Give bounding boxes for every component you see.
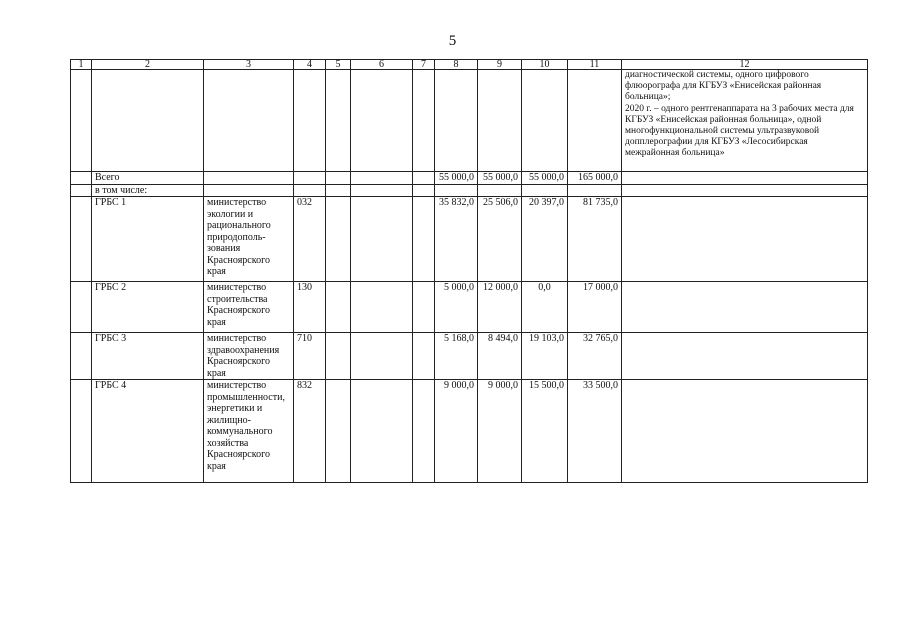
- total-cell: 55 000,0: [522, 172, 568, 185]
- continuation-row: [71, 70, 868, 172]
- amount-cell: 8 494,0: [478, 333, 522, 380]
- column-header: 1: [71, 60, 92, 70]
- budget-code: 032: [294, 197, 326, 282]
- total-label: Всего: [92, 172, 204, 185]
- budget-code: 710: [294, 333, 326, 380]
- ministry-name: министерство здравоохранения Красноярского края: [204, 333, 294, 380]
- grbs-code: ГРБС 2: [92, 282, 204, 333]
- grbs-code: ГРБС 1: [92, 197, 204, 282]
- including-label: в том числе:: [92, 184, 204, 197]
- column-header: 5: [326, 60, 351, 70]
- column-header: 3: [204, 60, 294, 70]
- column-header: 11: [568, 60, 622, 70]
- column-header: 2: [92, 60, 204, 70]
- budget-code: 832: [294, 380, 326, 483]
- amount-cell: 35 832,0: [435, 197, 478, 282]
- column-number-row: [71, 60, 868, 70]
- total-cell: 55 000,0: [478, 172, 522, 185]
- column-header: 7: [413, 60, 435, 70]
- amount-cell: 17 000,0: [568, 282, 622, 333]
- amount-cell: 9 000,0: [435, 380, 478, 483]
- amount-cell: 25 506,0: [478, 197, 522, 282]
- amount-cell: 19 103,0: [522, 333, 568, 380]
- column-header: 6: [351, 60, 413, 70]
- budget-code: 130: [294, 282, 326, 333]
- amount-cell: 20 397,0: [522, 197, 568, 282]
- column-header: 10: [522, 60, 568, 70]
- ministry-name: министерство строительства Красноярского края: [204, 282, 294, 333]
- amount-cell: 81 735,0: [568, 197, 622, 282]
- program-funding-table: [70, 59, 868, 483]
- ministry-name: министерство промышленности, энергетики и жилищно-коммунального хозяйства Красноярского края: [204, 380, 294, 483]
- column-header: 9: [478, 60, 522, 70]
- total-cell: 55 000,0: [435, 172, 478, 185]
- table-row: [71, 282, 868, 333]
- column-header: 8: [435, 60, 478, 70]
- amount-cell: 0,0: [522, 282, 568, 333]
- amount-cell: 5 000,0: [435, 282, 478, 333]
- total-row: [71, 172, 868, 185]
- page-number: 5: [448, 33, 457, 49]
- grbs-code: ГРБС 3: [92, 333, 204, 380]
- activity-description-cell: диагностической системы, одного цифрового флюорографа для КГБУЗ «Енисейская районная больница»; 2020 г. – одного рентгенаппарата на 3 рабочих места для КГБУЗ «Енисейская районная больница», одной многофункциональной системы ультразвуковой допплерографии для КГБУЗ «Лесосибирская межрайонная больница»: [622, 70, 868, 172]
- ministry-name: министерство экологии и рационального природополь-зования Красноярского края: [204, 197, 294, 282]
- amount-cell: 32 765,0: [568, 333, 622, 380]
- amount-cell: 9 000,0: [478, 380, 522, 483]
- total-cell: 165 000,0: [568, 172, 622, 185]
- table-row: [71, 333, 868, 380]
- amount-cell: 33 500,0: [568, 380, 622, 483]
- including-row: [71, 184, 868, 197]
- amount-cell: 12 000,0: [478, 282, 522, 333]
- column-header: 12: [622, 60, 868, 70]
- amount-cell: 5 168,0: [435, 333, 478, 380]
- table-row: [71, 197, 868, 282]
- column-header: 4: [294, 60, 326, 70]
- table-row: [71, 380, 868, 483]
- grbs-code: ГРБС 4: [92, 380, 204, 483]
- amount-cell: 15 500,0: [522, 380, 568, 483]
